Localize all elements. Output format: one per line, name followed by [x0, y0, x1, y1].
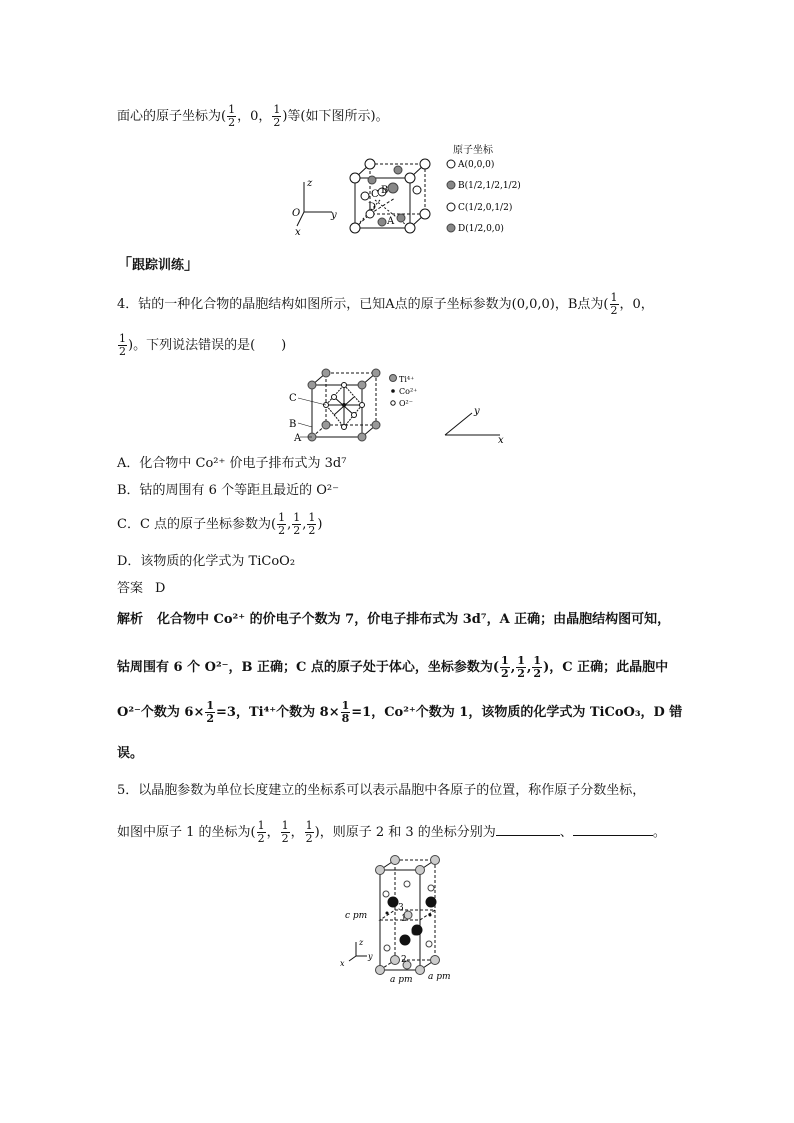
- explanation-text-2b: )，C 正确；此晶胞中: [543, 660, 669, 675]
- option-a: A．化合物中 Co²⁺ 价电子排布式为 3d⁷: [117, 456, 347, 471]
- atom-label-b: B: [381, 185, 389, 196]
- explanation-text-3b: =3，Ti⁴⁺个数为 8×: [216, 705, 340, 720]
- atom-label-3: 3: [398, 903, 404, 913]
- axis-y-label: y: [474, 406, 480, 417]
- legend-c-icon: [447, 203, 455, 211]
- fraction-half: $\frac{1}{2}$: [273, 103, 281, 129]
- atom-label-d: D: [368, 202, 377, 213]
- explanation-text-3c: =1，Co²⁺个数为 1，该物质的化学式为 TiCoO₃，D 错: [351, 705, 683, 720]
- legend-b-text: B(1/2,1/2,1/2): [458, 181, 521, 191]
- perovskite-cell-figure: [280, 365, 510, 447]
- q5-stem-line1: 5．以晶胞参数为单位长度建立的坐标系可以表示晶胞中各原子的位置，称作原子分数坐标，: [117, 783, 646, 798]
- dimension-a1-label: a pm: [390, 975, 413, 985]
- axis-y-label: y: [368, 952, 373, 961]
- tetragonal-cell-figure: [335, 852, 465, 987]
- q5-stem-text-b: )，则原子 2 和 3 的坐标分别为: [314, 825, 496, 840]
- axis-x-label: x: [340, 959, 345, 968]
- atom-label-a: A: [294, 433, 302, 444]
- answer-label: 答案: [117, 581, 144, 596]
- dot-atom: [429, 914, 432, 917]
- fraction-half: $\frac{1}{2}$: [281, 819, 289, 845]
- explanation-label: 解析: [117, 612, 144, 627]
- fraction-half: $\frac{1}{2}$: [257, 819, 265, 845]
- intro-sep: ，0，: [237, 109, 272, 124]
- option-d: D．该物质的化学式为 TiCoO₂: [117, 554, 296, 569]
- intro-line: [117, 104, 389, 129]
- q5-stem-line2: 如图中原子 1 的坐标为( $\frac{1}{2}$ ， $\frac{1}{2}$ ， $\frac{1}{2}$ )，则原子 2 和 3 的坐标分别为 、 。: [117, 819, 666, 845]
- answer-blank-3[interactable]: [573, 821, 653, 836]
- atom-label-c: C: [371, 189, 379, 200]
- atom-label-c: C: [289, 393, 297, 404]
- atom-label-a: A: [387, 216, 395, 227]
- fraction-half: $\frac{1}{2}$: [228, 103, 236, 129]
- legend-b-icon: [447, 181, 455, 189]
- fraction-half: $\frac{1}{2}$: [305, 819, 313, 845]
- intro-text-b: )等(如下图所示)。: [282, 109, 389, 124]
- q4-stem-text-c: )。下列说法错误的是( ): [128, 338, 287, 353]
- axis-z-label: z: [307, 178, 313, 189]
- dimension-c-label: c pm: [345, 911, 368, 921]
- fraction-half: $\frac{1}{2}$: [610, 291, 618, 317]
- axes-group: [349, 942, 367, 961]
- option-b: B．钴的周围有 6 个等距且最近的 O²⁻: [117, 483, 339, 498]
- section-label: 跟踪训练: [132, 258, 185, 273]
- intro-text-a: 面心的原子坐标为(: [117, 109, 227, 124]
- legend-ti-text: Ti⁴⁺: [399, 375, 415, 384]
- axis-y-label: y: [331, 210, 337, 221]
- fraction-half: $\frac{1}{2}$: [278, 511, 286, 537]
- axis-z-label: z: [359, 938, 364, 947]
- option-c-close: ): [317, 517, 323, 532]
- origin-label: O: [292, 208, 301, 219]
- explanation-line3: [117, 700, 682, 725]
- section-header: 「跟踪训练」: [117, 255, 200, 273]
- legend-co-icon: [391, 389, 395, 393]
- q4-stem-text-a: 4．钴的一种化合物的晶胞结构如图所示，已知A点的原子坐标参数为(0,0,0)，B点为(: [117, 297, 609, 312]
- axes-group: [297, 182, 332, 226]
- answer-value: D: [155, 581, 166, 596]
- atom-label-2: 2: [401, 955, 407, 965]
- atom-label-1: 1: [401, 914, 407, 924]
- legend-d-icon: [447, 224, 455, 232]
- fraction-eighth: $\frac{1}{8}$: [341, 699, 350, 725]
- q4-stem-text-b: ，0，: [619, 297, 654, 312]
- legend-co-text: Co²⁺: [399, 387, 418, 396]
- explanation-text-3a: O²⁻个数为 6×: [117, 705, 205, 720]
- atom-label-b: B: [289, 419, 297, 430]
- axis-x-label: x: [295, 227, 301, 238]
- legend-a-icon: [447, 160, 455, 168]
- fraction-half: $\frac{1}{2}$: [206, 699, 215, 725]
- option-c: C．C 点的原子坐标参数为( $\frac{1}{2}$ , $\frac{1}{2}$ , $\frac{1}{2}$ ): [117, 511, 323, 537]
- legend-c-text: C(1/2,0,1/2): [458, 203, 513, 213]
- q5-stem-sep: 、: [559, 825, 573, 840]
- axis-x-label: x: [498, 435, 504, 446]
- fcc-cell-figure: [285, 140, 525, 240]
- legend-o-icon: [391, 401, 395, 405]
- explanation-line2: 钴周围有 6 个 O²⁻，B 正确；C 点的原子处于体心，坐标参数为( $\frac{1}{2}$ , $\frac{1}{2}$ , $\frac{1}{2}$ )，C 正确；此晶胞中: [117, 654, 669, 680]
- q4-stem-line1: [117, 292, 654, 317]
- explanation-text-1: 化合物中 Co²⁺ 的价电子个数为 7，价电子排布式为 3d⁷，A 正确；由晶胞结构图可知，: [157, 612, 671, 627]
- q4-stem-line2: [117, 333, 286, 358]
- dimension-a2-label: a pm: [428, 972, 451, 982]
- fraction-half: $\frac{1}{2}$: [501, 654, 509, 680]
- fraction-half: $\frac{1}{2}$: [517, 654, 525, 680]
- legend-d-text: D(1/2,0,0): [458, 224, 504, 234]
- legend-title: 原子坐标: [453, 145, 493, 156]
- legend-a-text: A(0,0,0): [458, 160, 495, 170]
- q5-stem-end: 。: [652, 825, 666, 840]
- fraction-half: $\frac{1}{2}$: [533, 654, 542, 680]
- q5-stem-text-a: 如图中原子 1 的坐标为(: [117, 825, 256, 840]
- co-atom: [342, 403, 346, 407]
- fraction-half: $\frac{1}{2}$: [308, 511, 316, 537]
- fraction-half: $\frac{1}{2}$: [293, 511, 301, 537]
- answer-line: [117, 579, 165, 599]
- explanation-text-2a: 钴周围有 6 个 O²⁻，B 正确；C 点的原子处于体心，坐标参数为(: [117, 660, 500, 675]
- axes-group: [445, 413, 500, 435]
- legend-o-text: O²⁻: [399, 399, 413, 408]
- fraction-half: $\frac{1}{2}$: [119, 332, 126, 358]
- answer-blank-2[interactable]: [496, 821, 560, 836]
- explanation-line1: [117, 610, 670, 630]
- option-c-text: C．C 点的原子坐标参数为(: [117, 517, 277, 532]
- dot-atom: [386, 912, 389, 915]
- explanation-line4: 误。: [117, 746, 144, 761]
- legend-ti-icon: [390, 375, 397, 382]
